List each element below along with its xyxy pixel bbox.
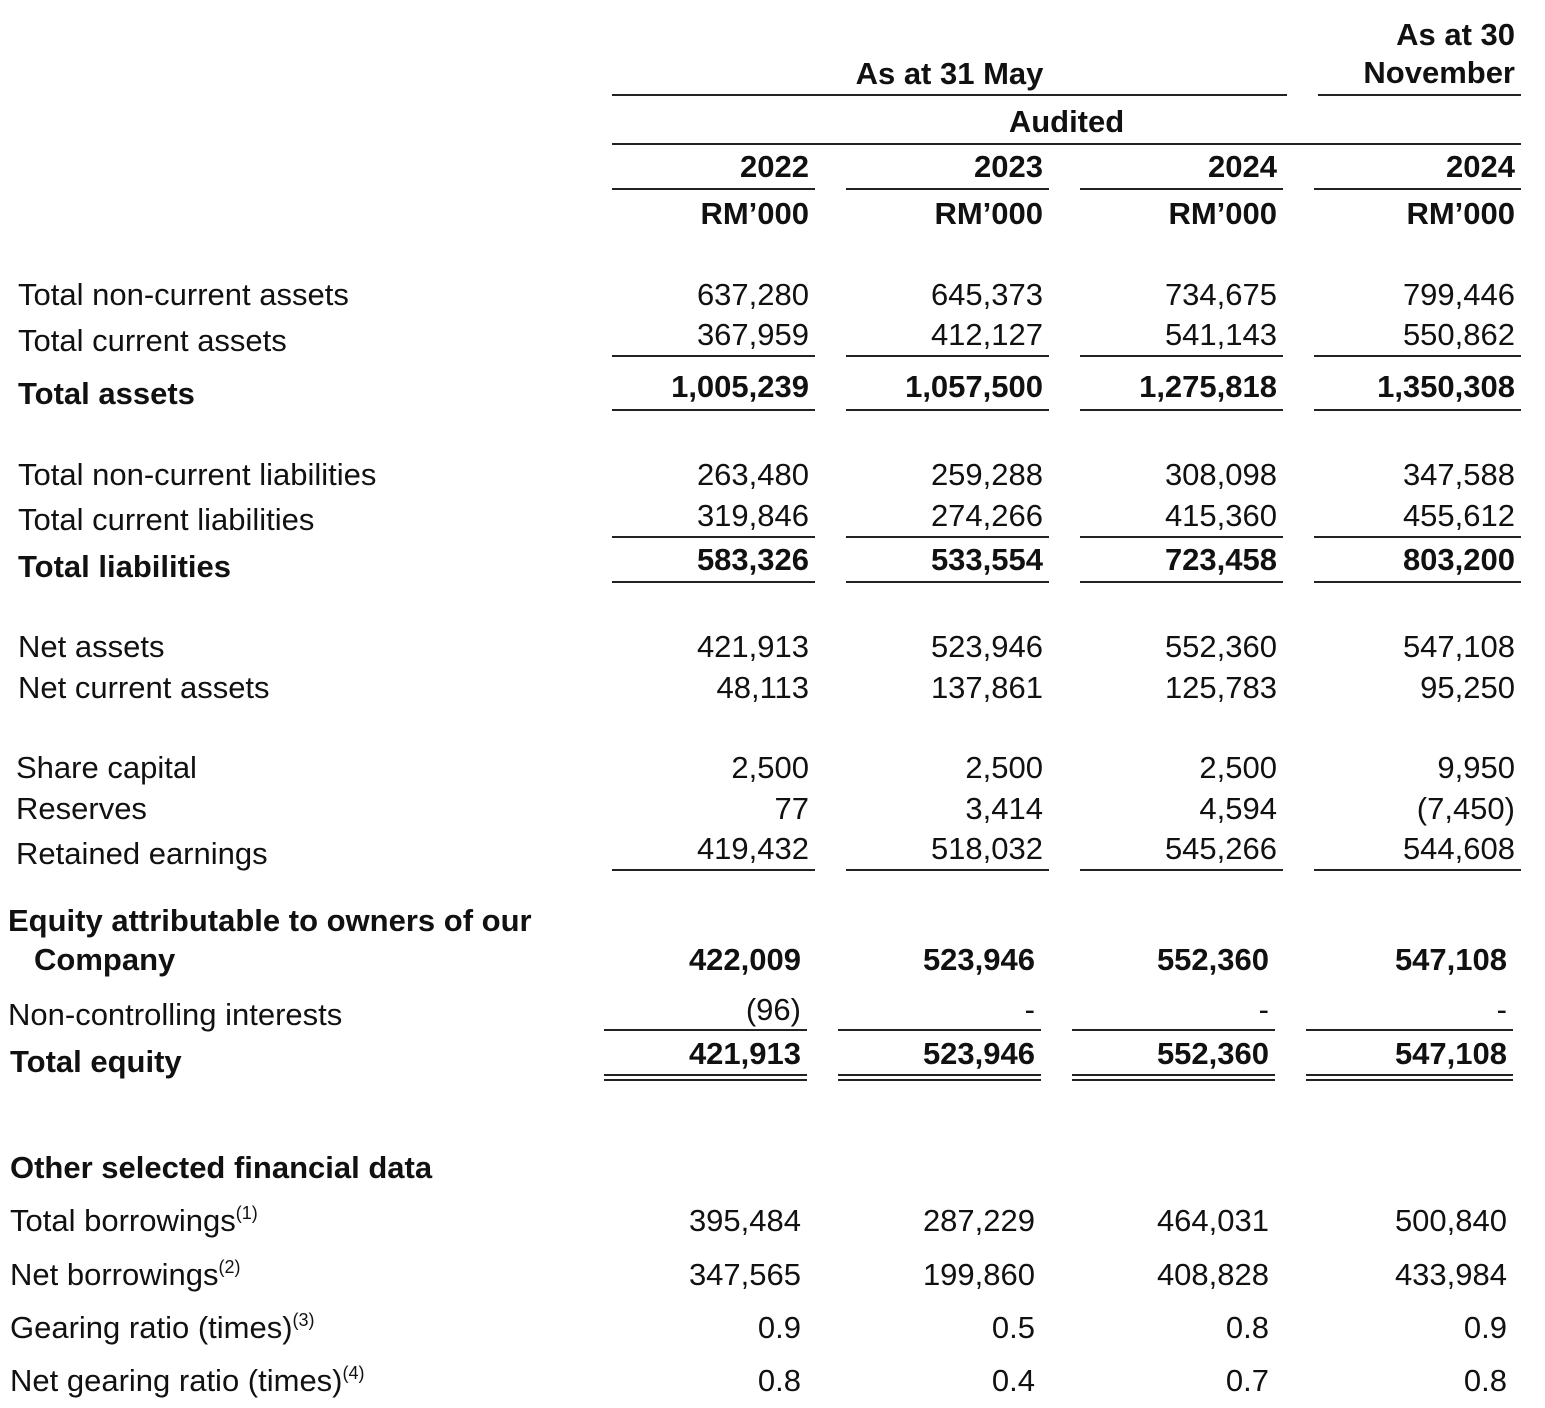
cell-value: - <box>1024 992 1035 1027</box>
cell-value: 0.4 <box>991 1363 1035 1398</box>
header-divider <box>1080 188 1283 190</box>
cell-value: 77 <box>774 791 809 826</box>
header-year: 2022 <box>740 149 809 184</box>
row-label: Net current assets <box>18 670 270 705</box>
total-line <box>1314 581 1521 583</box>
double-total-line <box>1306 1074 1513 1081</box>
cell-value: 421,913 <box>696 629 809 664</box>
cell-value: 0.9 <box>1463 1310 1507 1345</box>
cell-value: (96) <box>745 992 801 1027</box>
section-heading: Other selected financial data <box>10 1150 433 1185</box>
cell-value: 1,350,308 <box>1377 369 1515 404</box>
total-line <box>1080 581 1283 583</box>
cell-value: 523,946 <box>930 629 1043 664</box>
cell-value: 500,840 <box>1394 1203 1507 1238</box>
cell-value: 547,108 <box>1402 629 1515 664</box>
cell-value: 415,360 <box>1164 498 1277 533</box>
cell-value: 408,828 <box>1156 1257 1269 1292</box>
cell-value: 0.8 <box>1463 1363 1507 1398</box>
cell-value: 455,612 <box>1402 498 1515 533</box>
cell-value: 1,005,239 <box>671 369 809 404</box>
sum-line <box>846 869 1049 871</box>
header-year: 2024 <box>1208 149 1277 184</box>
row-label: Net assets <box>18 629 165 664</box>
cell-value: - <box>1496 992 1507 1027</box>
cell-value: 547,108 <box>1394 942 1507 977</box>
footnote-ref: (4) <box>342 1363 365 1383</box>
cell-value: 583,326 <box>696 542 809 577</box>
header-year: 2023 <box>974 149 1043 184</box>
total-line <box>1314 409 1521 411</box>
row-label: Total non-current assets <box>18 277 349 312</box>
cell-value: 0.8 <box>1225 1310 1269 1345</box>
total-line <box>846 581 1049 583</box>
footnote-ref: (3) <box>292 1310 315 1330</box>
row-label: Equity attributable to owners of our <box>8 903 532 938</box>
total-line <box>612 581 815 583</box>
sum-line <box>1072 1029 1275 1031</box>
row-label: Company <box>34 942 176 977</box>
double-total-line <box>1072 1074 1275 1081</box>
cell-value: 552,360 <box>1156 1036 1269 1071</box>
cell-value: 550,862 <box>1402 317 1515 352</box>
cell-value: 4,594 <box>1199 791 1277 826</box>
sum-line <box>612 536 815 538</box>
cell-value: 533,554 <box>930 542 1043 577</box>
cell-value: 395,484 <box>688 1203 801 1238</box>
cell-value: 803,200 <box>1402 542 1515 577</box>
cell-value: 433,984 <box>1394 1257 1507 1292</box>
cell-value: 367,959 <box>696 317 809 352</box>
cell-value: 9,950 <box>1437 750 1515 785</box>
cell-value: 637,280 <box>696 277 809 312</box>
cell-value: 48,113 <box>716 670 809 705</box>
cell-value: 552,360 <box>1156 942 1269 977</box>
cell-value: 347,565 <box>688 1257 801 1292</box>
cell-value: 263,480 <box>696 457 809 492</box>
cell-value: 523,946 <box>922 1036 1035 1071</box>
cell-value: 645,373 <box>930 277 1043 312</box>
header-divider <box>846 188 1049 190</box>
cell-value: 723,458 <box>1164 542 1277 577</box>
header-group-november-line2: November <box>1363 55 1515 90</box>
header-divider <box>1318 94 1521 96</box>
cell-value: 137,861 <box>930 670 1043 705</box>
cell-value: 412,127 <box>930 317 1043 352</box>
header-unit: RM’000 <box>700 196 809 231</box>
cell-value: 125,783 <box>1164 670 1277 705</box>
cell-value: 799,446 <box>1402 277 1515 312</box>
sum-line <box>612 869 815 871</box>
cell-value: 419,432 <box>696 831 809 866</box>
cell-value: 287,229 <box>922 1203 1035 1238</box>
header-unit: RM’000 <box>1406 196 1515 231</box>
header-divider <box>612 94 1287 96</box>
row-label: Non-controlling interests <box>8 997 343 1032</box>
footnote-ref: (2) <box>218 1257 241 1277</box>
sum-line <box>846 355 1049 357</box>
footnote-ref: (1) <box>235 1203 258 1223</box>
sum-line <box>612 355 815 357</box>
header-audited: Audited <box>1008 104 1125 139</box>
total-line <box>1080 409 1283 411</box>
cell-value: 319,846 <box>696 498 809 533</box>
header-divider <box>612 188 815 190</box>
row-label: Gearing ratio (times)$^{(3)}$ <box>10 1310 315 1345</box>
row-label: Net borrowings$^{(2)}$ <box>10 1257 241 1292</box>
cell-value: 544,608 <box>1402 831 1515 866</box>
sum-line <box>1306 1029 1513 1031</box>
cell-value: 274,266 <box>930 498 1043 533</box>
cell-value: (7,450) <box>1416 791 1515 826</box>
row-label: Total current liabilities <box>18 502 315 537</box>
cell-value: 0.5 <box>991 1310 1035 1345</box>
header-divider <box>612 143 1521 145</box>
row-label: Total assets <box>18 376 195 411</box>
double-total-line <box>604 1074 807 1081</box>
sum-line <box>1314 536 1521 538</box>
row-label: Net gearing ratio (times)$^{(4)}$ <box>10 1363 365 1398</box>
row-label: Reserves <box>16 791 147 826</box>
sum-line <box>838 1029 1041 1031</box>
cell-value: 0.8 <box>757 1363 801 1398</box>
cell-value: 421,913 <box>688 1036 801 1071</box>
sum-line <box>1314 355 1521 357</box>
total-line <box>612 409 815 411</box>
cell-value: 0.7 <box>1225 1363 1269 1398</box>
cell-value: 422,009 <box>688 942 801 977</box>
total-line <box>846 409 1049 411</box>
cell-value: 523,946 <box>922 942 1035 977</box>
cell-value: 95,250 <box>1420 670 1515 705</box>
cell-value: 2,500 <box>1199 750 1277 785</box>
cell-value: 545,266 <box>1164 831 1277 866</box>
row-label: Total borrowings$^{(1)}$ <box>10 1203 258 1238</box>
header-group-may: As at 31 May <box>855 56 1044 91</box>
sum-line <box>1080 869 1283 871</box>
sum-line <box>604 1029 807 1031</box>
cell-value: 259,288 <box>930 457 1043 492</box>
cell-value: 518,032 <box>930 831 1043 866</box>
cell-value: - <box>1258 992 1269 1027</box>
sum-line <box>1080 355 1283 357</box>
row-label: Share capital <box>16 750 197 785</box>
double-total-line <box>838 1074 1041 1081</box>
row-label: Total non-current liabilities <box>18 457 377 492</box>
cell-value: 541,143 <box>1164 317 1277 352</box>
header-divider <box>1314 188 1521 190</box>
cell-value: 2,500 <box>731 750 809 785</box>
cell-value: 3,414 <box>965 791 1043 826</box>
sum-line <box>846 536 1049 538</box>
cell-value: 734,675 <box>1164 277 1277 312</box>
cell-value: 0.9 <box>757 1310 801 1345</box>
cell-value: 1,057,500 <box>905 369 1043 404</box>
cell-value: 552,360 <box>1164 629 1277 664</box>
header-unit: RM’000 <box>934 196 1043 231</box>
header-year: 2024 <box>1446 149 1515 184</box>
row-label: Total equity <box>10 1044 182 1079</box>
row-label: Retained earnings <box>16 836 268 871</box>
row-label: Total current assets <box>18 323 287 358</box>
cell-value: 347,588 <box>1402 457 1515 492</box>
cell-value: 199,860 <box>922 1257 1035 1292</box>
cell-value: 1,275,818 <box>1139 369 1277 404</box>
header-group-november-line1: As at 30 <box>1396 17 1515 52</box>
cell-value: 547,108 <box>1394 1036 1507 1071</box>
header-unit: RM’000 <box>1168 196 1277 231</box>
cell-value: 308,098 <box>1164 457 1277 492</box>
sum-line <box>1314 869 1521 871</box>
row-label: Total liabilities <box>18 549 232 584</box>
cell-value: 2,500 <box>965 750 1043 785</box>
sum-line <box>1080 536 1283 538</box>
cell-value: 464,031 <box>1156 1203 1269 1238</box>
